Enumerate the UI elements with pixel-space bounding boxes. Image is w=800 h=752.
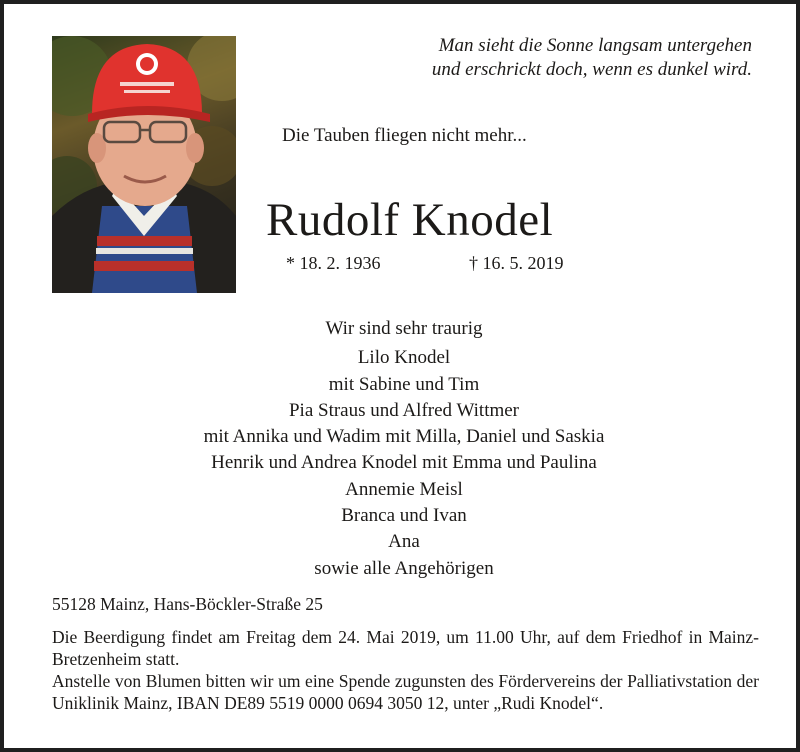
mourner-line: Annemie Meisl xyxy=(345,478,463,500)
mourner-line: Henrik und Andrea Knodel mit Emma und Paulina xyxy=(211,452,597,474)
mourner-line: Lilo Knodel xyxy=(357,347,451,369)
mourners-list xyxy=(52,316,756,582)
mourner-line: Pia Straus und Alfred Wittmer xyxy=(288,399,520,421)
mourner-line: sowie alle Angehörigen xyxy=(314,557,494,579)
deceased-name: Rudolf Knodel xyxy=(266,194,554,246)
birth-date: * 18. 2. 1936 xyxy=(286,253,381,273)
mourner-line: mit Sabine und Tim xyxy=(328,373,480,395)
epigraph-quote xyxy=(432,34,752,82)
quote-line-2: und erschrickt doch, wenn es dunkel wird. xyxy=(431,59,752,80)
death-date: † 16. 5. 2019 xyxy=(469,253,564,273)
funeral-notice xyxy=(52,626,759,714)
subtitle: Die Tauben fliegen nicht mehr... xyxy=(282,125,527,146)
quote-line-1: Man sieht die Sonne langsam untergehen xyxy=(438,35,752,56)
mourner-line: Ana xyxy=(388,531,420,553)
donation-request: Anstelle von Blumen bitten wir um eine Spende zugunsten des Fördervereins der Palliativstation der Uniklinik Mainz, IBAN DE89 5519 0000 0694 3050 12, unter „Rudi Knodel“. xyxy=(52,671,759,713)
mourner-line: Branca und Ivan xyxy=(341,505,467,527)
mourners-intro: Wir sind sehr traurig xyxy=(325,318,483,339)
family-address: 55128 Mainz, Hans-Böckler-Straße 25 xyxy=(52,594,323,614)
portrait-photo xyxy=(52,36,236,293)
funeral-details: Die Beerdigung findet am Freitag dem 24. Mai 2019, um 11.00 Uhr, auf dem Friedhof in Mainz-Bretzenheim statt. xyxy=(52,627,759,669)
mourner-line: mit Annika und Wadim mit Milla, Daniel und Saskia xyxy=(203,426,605,448)
